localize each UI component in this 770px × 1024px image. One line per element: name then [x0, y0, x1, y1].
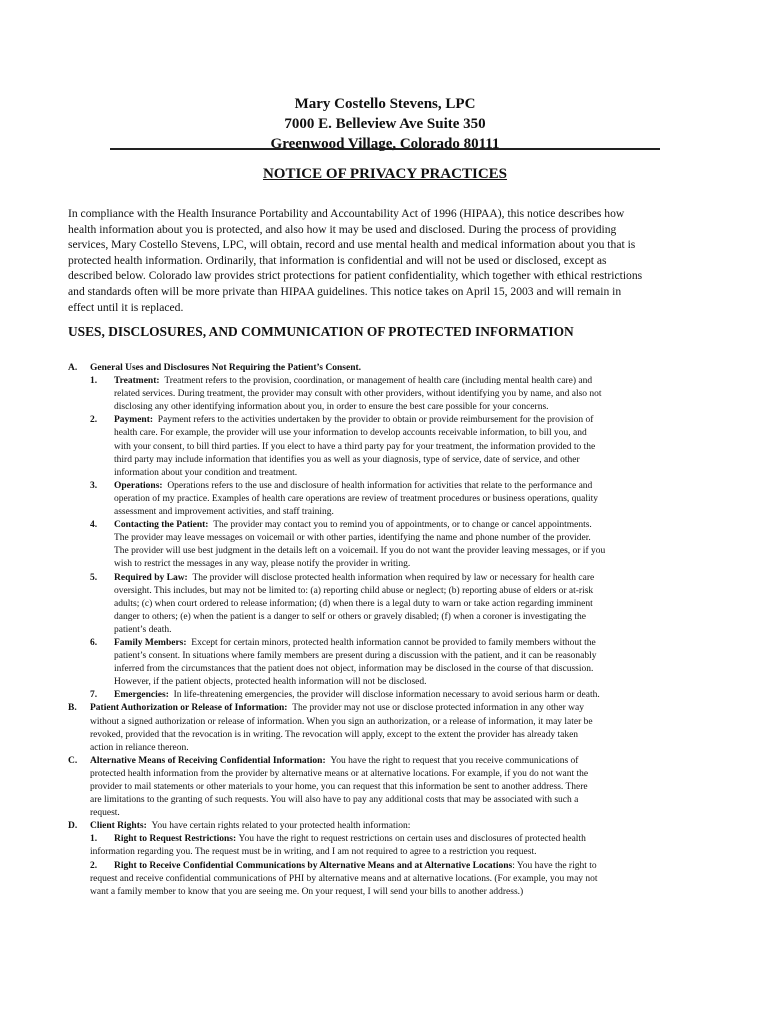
- list-item-line: patient’s death.: [114, 624, 172, 635]
- list-item-line: patient’s consent. In situations where family members are present during a discussion with the patient, and it can be reasonably: [114, 651, 597, 662]
- city-state-zip: Greenwood Village, Colorado 80111: [270, 136, 500, 152]
- intro-line: services, Mary Costello Stevens, LPC, will obtain, record and use mental health and medical information about you that is: [68, 238, 636, 252]
- section-d-heading: D. Client Rights: You have certain rights related to your protected health information:: [68, 821, 411, 832]
- section-heading: USES, DISCLOSURES, AND COMMUNICATION OF PROTECTED INFORMATION: [68, 324, 574, 339]
- list-item-line: disclosing any other identifying information about you, in order to ensure the best care possible for your concerns.: [114, 402, 549, 413]
- document-body: [68, 362, 708, 899]
- street-address: 7000 E. Belleview Ave Suite 350: [284, 116, 486, 132]
- list-item-confidential-communications: 2. Right to Receive Confidential Communications by Alternative Means and at Alternative Locations: You have the right to: [90, 860, 597, 871]
- list-item-line: request and receive confidential communications of PHI by alternative means and at alternative locations. (For example, you may not: [90, 873, 598, 884]
- list-item-family-members: 6. Family Members: Except for certain minors, protected health information cannot be provided to family members without the: [90, 637, 596, 648]
- header-divider: [110, 148, 660, 150]
- section-c-line: are limitations to the granting of such requests. You will also have to pay any additional costs that may be associated with such a: [90, 795, 579, 806]
- list-item-line: third party may include information that identifies you as well as your diagnosis, type of service, date of service, and other: [114, 454, 580, 465]
- list-item-line: with your consent, to bill third parties. If you elect to have a third party pay for your treatment, the information provided to the: [114, 441, 596, 452]
- list-item-line: want a family member to know that you are seeing me. On your request, I will send your bills to another address.): [90, 886, 524, 897]
- list-item-line: danger to others; (e) when the patient is a danger to self or others or gravely disabled; (f) when a coroner is investigating the: [114, 611, 586, 622]
- list-item-treatment: 1. Treatment: Treatment refers to the provision, coordination, or management of health care (including mental health care) and: [90, 376, 593, 387]
- intro-line: effect until it is replaced.: [68, 300, 184, 314]
- list-item-contacting-patient: 4. Contacting the Patient: The provider may contact you to remind you of appointments, or to change or cancel appointments.: [90, 520, 592, 531]
- list-item-line: health care. For example, the provider will use your information to develop accounts receivable information, to bill you, and: [114, 428, 587, 439]
- list-item-line: operation of my practice. Examples of health care operations are review of treatment procedures or business operations, quality: [114, 493, 599, 504]
- intro-line: described below. Colorado law provides strict protections for patient confidentiality, which together with ethical restrictions: [68, 269, 643, 283]
- list-item-emergencies: 7. Emergencies: In life-threatening emergencies, the provider will disclose information necessary to avoid serious harm or death.: [90, 690, 600, 701]
- section-marker: A.: [68, 363, 78, 373]
- section-b-line: revoked, provided that the revocation is in writing. The revocation will apply, except to the extent the provider has already taken: [90, 729, 579, 740]
- list-item-line: related services. During treatment, the provider may consult with other providers, without identifying you by name, and also not: [114, 389, 602, 400]
- list-item-line: oversight. This includes, but may not be limited to: (a) reporting child abuse or neglect; (b) reporting abuse of elders or at-risk: [114, 585, 594, 596]
- list-item-line: adults; (c) when court ordered to release information; (d) when there is a legal duty to warn or take action regarding imminent: [114, 598, 593, 609]
- list-item-line: information about your condition and treatment.: [114, 467, 298, 478]
- section-b-line: action in reliance thereon.: [90, 742, 189, 753]
- intro-line: and standards often will be more private than HIPAA guidelines. This notice takes on April 15, 2003 and will remain in: [68, 284, 622, 298]
- notice-title: NOTICE OF PRIVACY PRACTICES: [262, 166, 508, 182]
- section-c-line: request.: [90, 808, 120, 819]
- practitioner-name: Mary Costello Stevens, LPC: [294, 96, 476, 112]
- section-a-heading: [68, 362, 708, 375]
- intro-paragraph: [68, 206, 706, 315]
- list-item-line: The provider will use best judgment in the details left on a voicemail. If you do not want the provider leaving messages, or if you: [114, 546, 606, 557]
- list-item-required-by-law: 5. Required by Law: The provider will disclose protected health information when required by law or necessary for health care: [90, 572, 595, 583]
- section-b-line: without a signed authorization or release of information. When you sign an authorization, or a release of information, it may later be: [90, 716, 593, 727]
- list-item-line: However, if the patient objects, protected health information will not be disclosed.: [114, 677, 427, 688]
- list-item-line: The provider may leave messages on voicemail or with other parties, identifying the name and phone number of the provider.: [114, 533, 591, 544]
- list-item-line: wish to restrict the messages in any way, please notify the provider in writing.: [114, 559, 411, 570]
- list-item-line: assessment and improvement activities, and staff training.: [114, 507, 334, 518]
- intro-line: In compliance with the Health Insurance Portability and Accountability Act of 1996 (HIPAA), this notice describes how: [68, 207, 625, 220]
- intro-line: protected health information. Ordinarily, that information is confidential and will not be used or disclosed, except as: [68, 253, 607, 267]
- section-title: General Uses and Disclosures Not Requiring the Patient’s Consent.: [90, 363, 362, 373]
- list-item-operations: 3. Operations: Operations refers to the use and disclosure of health information for activities that relate to the performance and: [90, 480, 593, 491]
- list-item-request-restrictions: 1. Right to Request Restrictions: You have the right to request restrictions on certain uses and disclosures of protected health: [90, 834, 586, 845]
- section-c-line: protected health information from the provider by alternative means or at alternative locations. For example, if you do not want the: [90, 768, 589, 779]
- intro-line: health information about you is protected, and also how it may be used and disclosed. During the process of providing: [68, 222, 617, 236]
- list-item-line: inferred from the circumstances that the patient does not object, information may be disclosed in the course of that discussion.: [114, 664, 594, 675]
- list-item-line: information regarding you. The request must be in writing, and I am not required to agree to a restriction you request.: [90, 847, 537, 858]
- list-item-payment: 2. Payment: Payment refers to the activities undertaken by the provider to obtain or provide reimbursement for the provision of: [90, 415, 594, 426]
- section-c-line: provider to mail statements or other materials to your home, you can request that this information be sent to another address. There: [90, 782, 588, 792]
- section-c-heading: C. Alternative Means of Receiving Confidential Information: You have the right to request that you receive communications of: [68, 755, 579, 766]
- letterhead: [110, 94, 660, 154]
- section-b-heading: B. Patient Authorization or Release of Information: The provider may not use or disclose protected information in any other way: [68, 703, 584, 714]
